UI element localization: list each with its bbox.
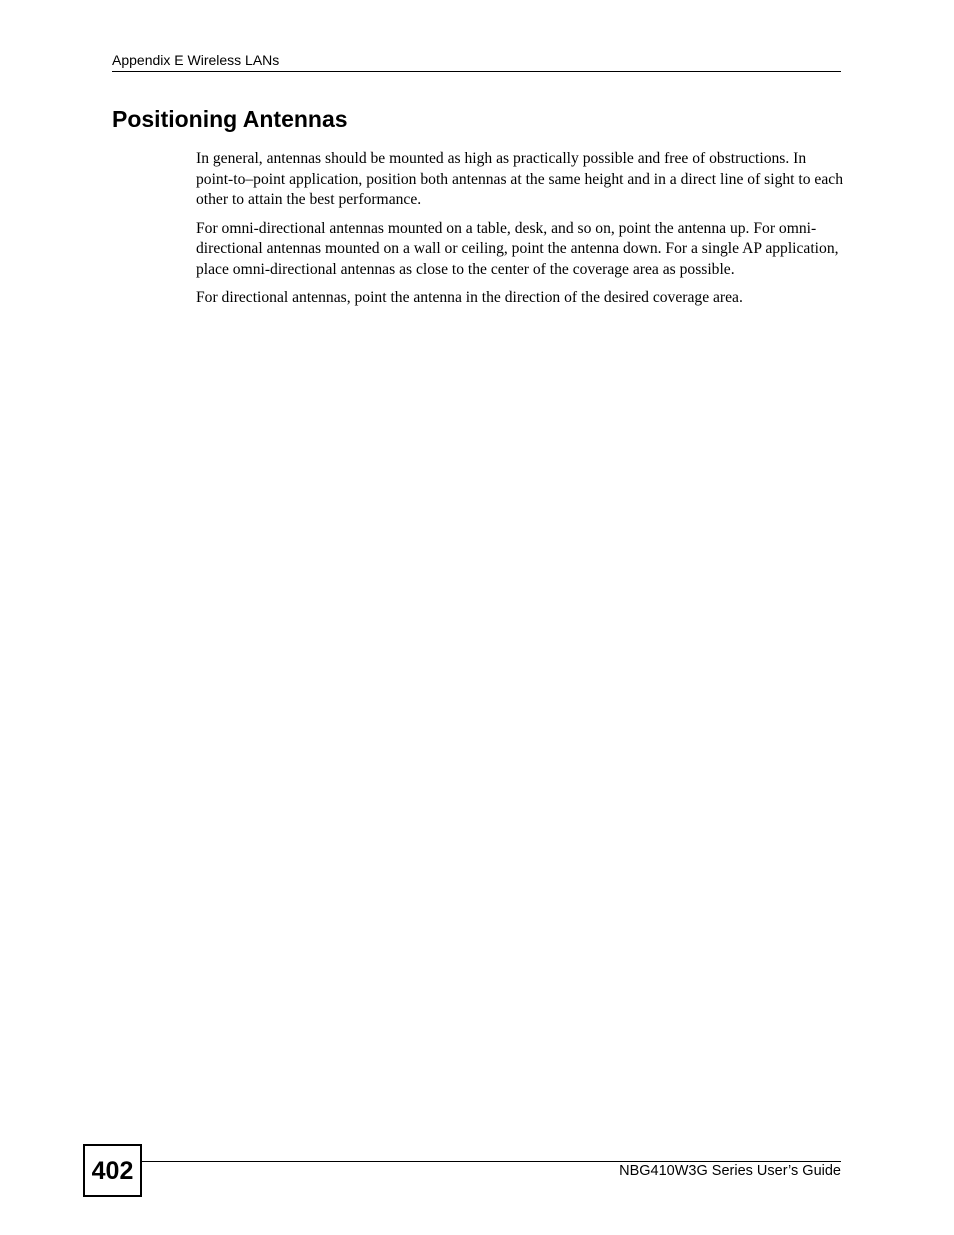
paragraph-directional: For directional antennas, point the antenna in the direction of the desired coverage area.: [196, 289, 743, 306]
footer-guide-title: NBG410W3G Series User’s Guide: [619, 1163, 841, 1179]
section-title: Positioning Antennas: [112, 106, 348, 132]
paragraph-omni-directional: For omni-directional antennas mounted on a table, desk, and so on, point the antenna up. For omni-directional antennas mounted on a wall or ceiling, point the antenna down. For a single AP application, place omni-directional antennas as close to the center of the coverage area as possible.: [196, 219, 839, 278]
section-body: [196, 149, 844, 317]
header-rule: [112, 71, 841, 72]
paragraph-mounting: In general, antennas should be mounted as high as practically possible and free of obstructions. In point-to–point application, position both antennas at the same height and in a direct line of sight to each other to attain the best performance.: [196, 150, 843, 208]
running-header: Appendix E Wireless LANs: [112, 52, 280, 68]
page-number: 402: [83, 1144, 142, 1197]
